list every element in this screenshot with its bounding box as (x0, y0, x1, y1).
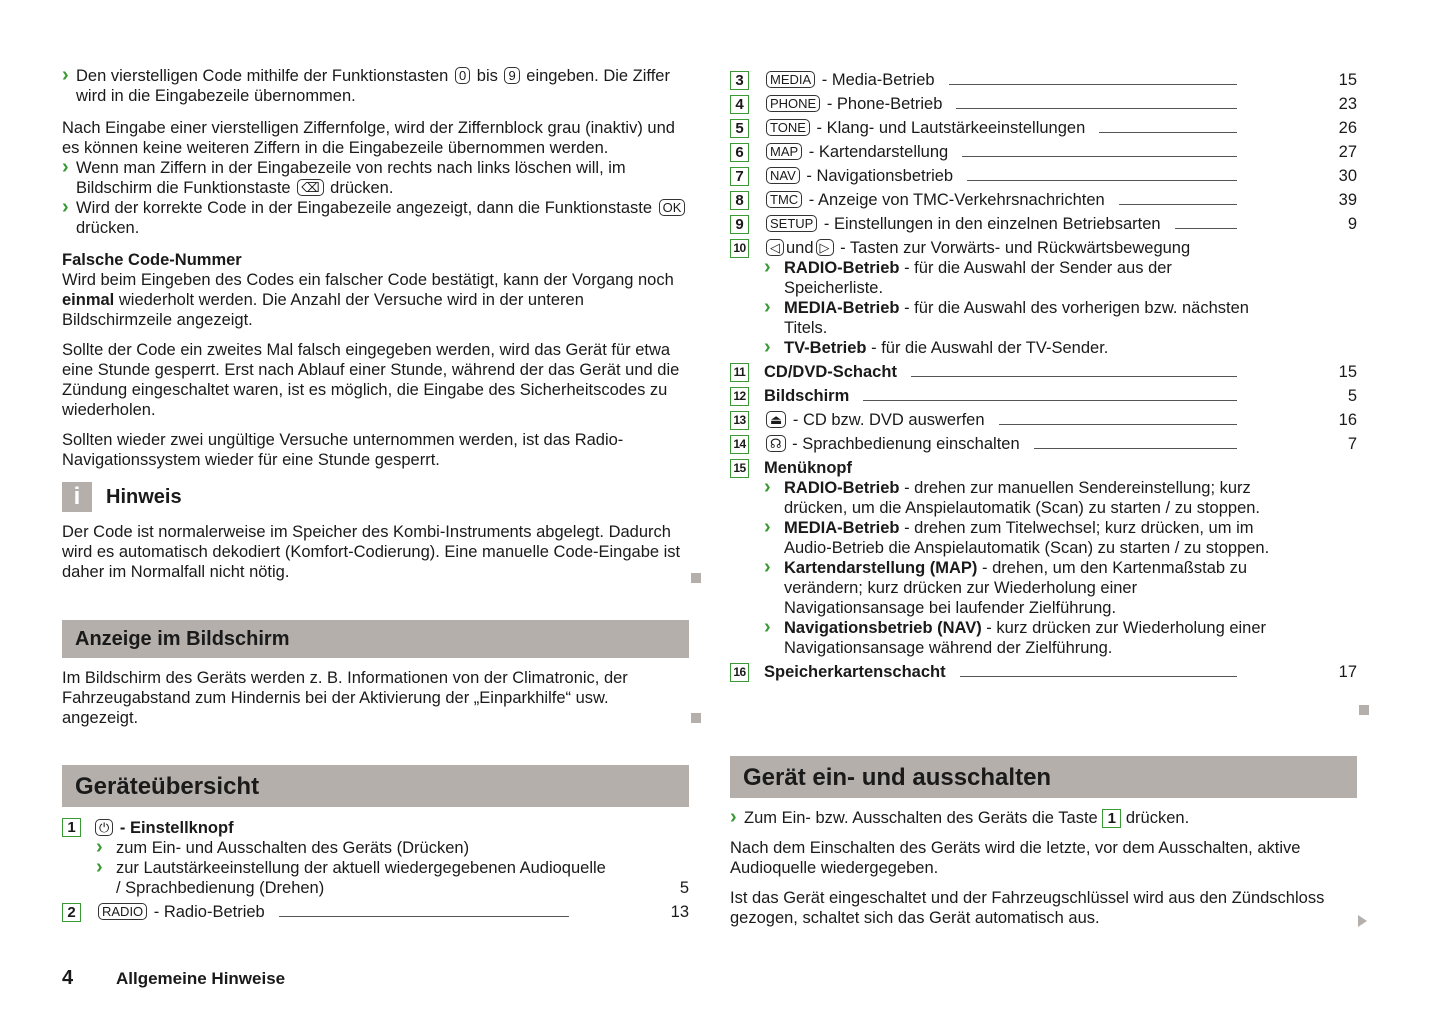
sub-bullet: › RADIO-Betrieb - drehen zur manuellen Sendereinstellung; kurz drücken, um die Anspielautomatik (Scan) zu starten / zu stoppen. (764, 478, 1275, 518)
toc-item-10: 10 ◁ und ▷ - Tasten zur Vorwärts- und Rückwärtsbewegung › RADIO-Betrieb - für die Auswahl der Sender aus der Speicherliste. › MEDIA-Betrieb - für die Auswahl des vorherigen bzw. nächsten Titels. › TV-Betrieb - für die Auswahl der TV-Sender. (730, 234, 1357, 358)
info-icon: i (62, 482, 92, 512)
hint-text: Der Code ist normalerweise im Speicher des Kombi-Instruments abgelegt. Dadurch wird es automatisch dekodiert (Komfort-Codierung). Eine manuelle Code-Eingabe ist daher im Normalfall nicht nötig. (62, 523, 681, 581)
callout-number: 1 (62, 818, 81, 837)
toc-item-11: 11 CD/DVD-Schacht 15 (730, 358, 1357, 382)
toc-item-4: 4 PHONE - Phone-Betrieb 23 (730, 90, 1357, 114)
wrong-code-paragraph-2: Sollte der Code ein zweites Mal falsch eingegeben werden, wird das Gerät für etwa eine Stunde gesperrt. Erst nach Ablauf einer Stunde, während der das Gerät und die Zündung eingeschaltet waren, ist es möglich, die Eingabe des Sicherheitscodes zu wiederholen. (62, 341, 680, 419)
dot-leader (279, 916, 569, 917)
overview-item-2: 2 RADIO - Radio-Betrieb 13 (62, 898, 689, 922)
toc-item-13: 13 ⏏ - CD bzw. DVD auswerfen 16 (730, 406, 1357, 430)
display-section (62, 620, 689, 738)
phone-key-icon: PHONE (766, 95, 820, 112)
callout-number: 2 (62, 903, 81, 922)
sub-bullet: › MEDIA-Betrieb - für die Auswahl des vorherigen bzw. nächsten Titels. (764, 298, 1275, 338)
sub-bullet: › MEDIA-Betrieb - drehen zum Titelwechsel; kurz drücken, um im Audio-Betrieb die Anspielautomatik (Scan) zu starten / zu stoppen. (764, 518, 1275, 558)
section-heading-display: Anzeige im Bildschirm (62, 620, 689, 658)
media-key-icon: MEDIA (766, 71, 815, 88)
voice-control-key-icon: ☊ (766, 435, 786, 452)
chapter-title: Allgemeine Hinweise (116, 969, 286, 988)
toc-item-8: 8 TMC - Anzeige von TMC-Verkehrsnachrichten 39 (730, 186, 1357, 210)
radio-key-icon: RADIO (98, 903, 147, 920)
toc-list (730, 66, 1357, 234)
page-footer (62, 968, 285, 989)
arrow-right-key-icon: ▷ (816, 239, 834, 256)
callout-number: 1 (1102, 809, 1121, 828)
backspace-key-icon: ⌫ (297, 179, 323, 196)
tmc-key-icon: TMC (766, 191, 802, 208)
toc-item-14: 14 ☊ - Sprachbedienung einschalten 7 (730, 430, 1357, 454)
toc-item-7: 7 NAV - Navigationsbetrieb 30 (730, 162, 1357, 186)
power-paragraph-1: Nach dem Einschalten des Geräts wird die letzte, vor dem Ausschalten, aktive Audioquelle wiedergegeben. (730, 839, 1301, 877)
key-0-icon: 0 (455, 67, 470, 84)
page-reference: 13 (670, 903, 689, 921)
bullet-power-key: › Zum Ein- bzw. Ausschalten des Geräts die Taste 1 drücken. (730, 808, 1357, 828)
toc-item-3: 3 MEDIA - Media-Betrieb 15 (730, 66, 1357, 90)
tone-key-icon: TONE (766, 119, 810, 136)
wrong-code-heading: Falsche Code-Nummer (62, 251, 242, 269)
power-knob-icon: ⏻ (95, 819, 113, 836)
toc-item-9: 9 SETUP - Einstellungen in den einzelnen Betriebsarten 9 (730, 210, 1357, 234)
section-heading-power: Gerät ein- und ausschalten (730, 756, 1357, 798)
toc-item-5: 5 TONE - Klang- und Lautstärkeeinstellungen 26 (730, 114, 1357, 138)
setup-key-icon: SETUP (766, 215, 817, 232)
sub-bullet: › zur Lautstärkeeinstellung der aktuell wiedergegebenen Audioquelle / Sprachbedienung (Drehen) (96, 858, 606, 898)
page-number: 4 (62, 967, 74, 989)
section-end-marker-icon (691, 713, 701, 723)
eject-key-icon: ⏏ (766, 411, 786, 428)
toc-item-16: 16 Speicherkartenschacht 17 (730, 658, 1357, 682)
continue-arrow-icon (1358, 915, 1367, 927)
sub-bullet: › TV-Betrieb - für die Auswahl der TV-Sender. (764, 338, 1275, 358)
page-reference: 5 (679, 879, 689, 897)
hint-header (62, 480, 690, 514)
bullet-enter-code: › Den vierstelligen Code mithilfe der Funktionstasten 0 bis 9 eingeben. Die Ziffer wird in die Eingabezeile übernommen. (62, 66, 690, 106)
wrong-code-paragraph-1: Wird beim Eingeben des Codes ein falscher Code bestätigt, kann der Vorgang noch einmal wiederholt werden. Die Anzahl der Versuche wird in der unteren Bildschirmzeile angezeigt. (62, 271, 674, 329)
item-label: Einstellknopf (129, 818, 234, 837)
power-paragraph-2: Ist das Gerät eingeschaltet und der Fahrzeugschlüssel wird aus den Zündschloss gezogen, schaltet sich das Gerät automatisch aus. (730, 889, 1325, 927)
hint-title: Hinweis (106, 486, 182, 508)
key-9-icon: 9 (504, 67, 519, 84)
toc-item-6: 6 MAP - Kartendarstellung 27 (730, 138, 1357, 162)
section-end-marker-icon (691, 573, 701, 583)
sub-bullet: › Navigationsbetrieb (NAV) - kurz drücken zur Wiederholung einer Navigationsansage während der Zielführung. (764, 618, 1275, 658)
toc-item-12: 12 Bildschirm 5 (730, 382, 1357, 406)
right-column (730, 66, 1357, 682)
paragraph-digit-block: Nach Eingabe einer vierstelligen Ziffernfolge, wird der Ziffernblock grau (inaktiv) und es können keine weiteren Ziffern in die Eingabezeile übernommen werden. (62, 119, 675, 157)
bullet-confirm-ok: › Wird der korrekte Code in der Eingabezeile angezeigt, dann die Funktionstaste OK drücken. (62, 198, 690, 238)
overview-section (62, 765, 689, 922)
overview-item-1: 1 ⏻ - Einstellknopf › zum Ein- und Ausschalten des Geräts (Drücken) › zur Lautstärkeeinstellung der aktuell wiedergegebenen Audioquelle / Sprachbedienung (Drehen) 5 (62, 817, 689, 898)
arrow-left-key-icon: ◁ (766, 239, 784, 256)
section-heading-overview: Geräteübersicht (62, 765, 689, 807)
sub-bullet: › RADIO-Betrieb - für die Auswahl der Sender aus der Speicherliste. (764, 258, 1275, 298)
toc-item-15: 15 Menüknopf › RADIO-Betrieb - drehen zur manuellen Sendereinstellung; kurz drücken, um die Anspielautomatik (Scan) zu starten / zu stoppen. › MEDIA-Betrieb - drehen zum Titelwechsel; kurz drücken, um im Audio-Betrieb die Anspielautomatik (Scan) zu starten / zu stoppen. › Kartendarstellung (MAP) - drehen, um den Kartenmaßstab zu verändern; kurz drücken zur Wiederholung einer Navigationsansage bei laufender Zielführung. › Navigationsbetrieb (NAV) - kurz drücken zur Wiederholung einer Navigationsansage während der Zielführung. (730, 454, 1357, 658)
sub-bullet: › Kartendarstellung (MAP) - drehen, um den Kartenmaßstab zu verändern; kurz drücken zur Wiederholung einer Navigationsansage bei laufender Zielführung. (764, 558, 1275, 618)
bullet-delete-digits: › Wenn man Ziffern in der Eingabezeile von rechts nach links löschen will, im Bildschirm die Funktionstaste ⌫ drücken. (62, 158, 690, 198)
toc-list-2 (730, 358, 1357, 454)
display-section-text: Im Bildschirm des Geräts werden z. B. Informationen von der Climatronic, der Fahrzeugabstand zum Hindernis bei der Aktivierung der „Einparkhilfe“ usw. angezeigt. (62, 669, 628, 727)
wrong-code-paragraph-3: Sollten wieder zwei ungültige Versuche unternommen werden, ist das Radio-Navigationssystem wieder für eine Stunde gesperrt. (62, 431, 624, 469)
left-column (62, 66, 690, 592)
ok-key-icon: OK (659, 199, 686, 216)
map-key-icon: MAP (766, 143, 802, 160)
nav-key-icon: NAV (766, 167, 800, 184)
power-section (730, 756, 1357, 938)
section-end-marker-icon (1359, 705, 1369, 715)
sub-bullet: › zum Ein- und Ausschalten des Geräts (Drücken) (96, 838, 689, 858)
